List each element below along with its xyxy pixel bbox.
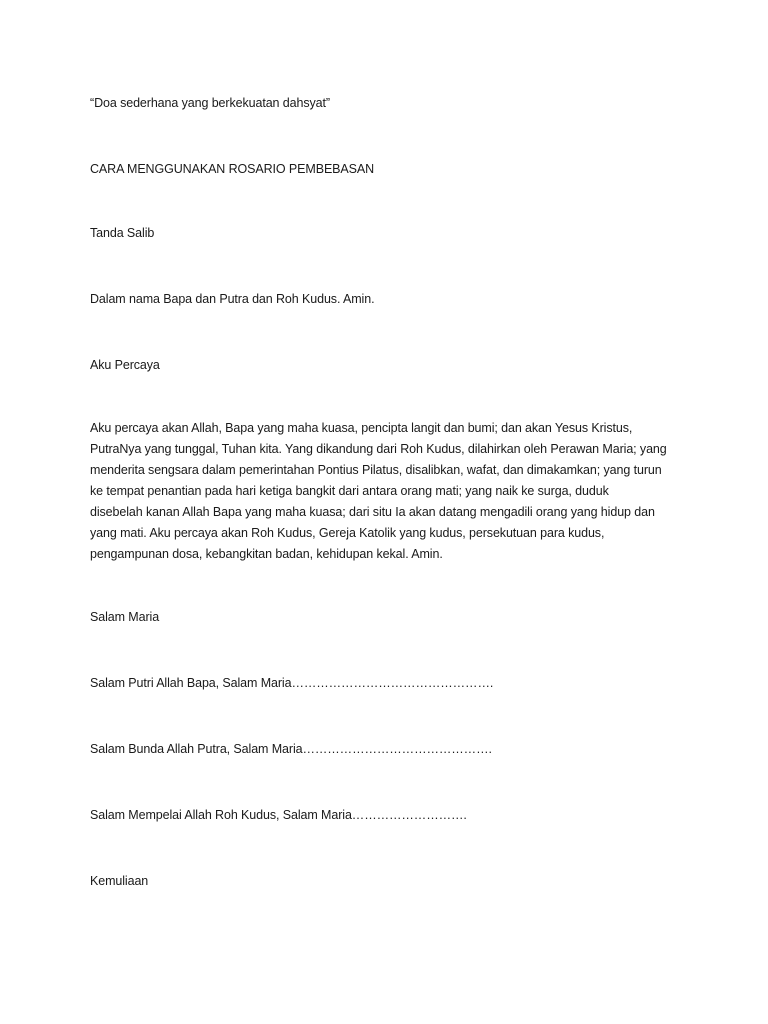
paragraph-line: yang mati. Aku percaya akan Roh Kudus, Gereja Katolik yang kudus, persekutuan para kudus, — [90, 526, 605, 540]
aku-percaya-paragraph — [90, 418, 690, 565]
main-heading: CARA MENGGUNAKAN ROSARIO PEMBEBASAN — [90, 162, 375, 176]
aku-percaya-heading: Aku Percaya — [90, 358, 160, 372]
paragraph-line: PutraNya yang tunggal, Tuhan kita. Yang dikandung dari Roh Kudus, dilahirkan oleh Perawan Maria; yang — [90, 442, 667, 456]
kemuliaan-heading: Kemuliaan — [90, 874, 149, 888]
paragraph-line: ke tempat penantian pada hari ketiga bangkit dari antara orang mati; yang naik ke surga, duduk — [90, 484, 609, 498]
salam-maria-line-1: Salam Putri Allah Bapa, Salam Maria…………………………………………. — [90, 676, 494, 690]
salam-maria-line-3: Salam Mempelai Allah Roh Kudus, Salam Maria………………………. — [90, 808, 467, 822]
paragraph-line: menderita sengsara dalam pemerintahan Pontius Pilatus, disalibkan, wafat, dan dimakamkan; yang turun — [90, 463, 662, 477]
salam-maria-line-2: Salam Bunda Allah Putra, Salam Maria………………………………………. — [90, 742, 492, 756]
quote-title: “Doa sederhana yang berkekuatan dahsyat” — [90, 96, 330, 110]
salam-maria-heading: Salam Maria — [90, 610, 160, 624]
paragraph-line: pengampunan dosa, kebangkitan badan, kehidupan kekal. Amin. — [90, 547, 443, 561]
tanda-salib-heading: Tanda Salib — [90, 226, 155, 240]
tanda-salib-text: Dalam nama Bapa dan Putra dan Roh Kudus. Amin. — [90, 292, 375, 306]
paragraph-line: Aku percaya akan Allah, Bapa yang maha kuasa, pencipta langit dan bumi; dan akan Yesus Kristus, — [90, 421, 633, 435]
paragraph-line: disebelah kanan Allah Bapa yang maha kuasa; dari situ Ia akan datang mengadili orang yang hidup dan — [90, 505, 655, 519]
